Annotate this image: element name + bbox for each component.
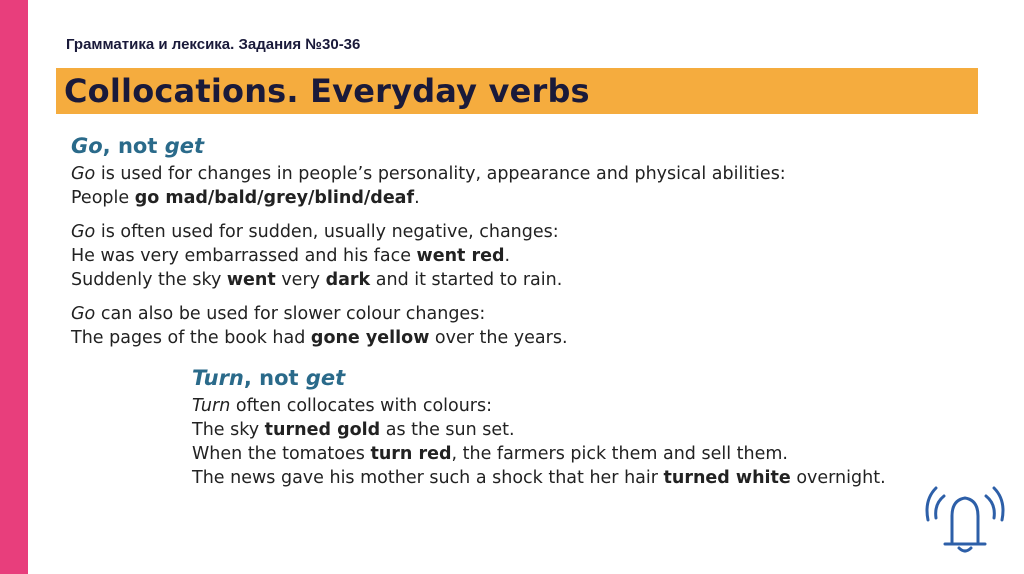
go-section <box>71 132 931 350</box>
slide-subtitle: Грамматика и лексика. Задания №30-36 <box>66 36 361 53</box>
go-example-3: Suddenly the sky went very dark and it started to rain. <box>71 270 563 290</box>
go-heading: Go, not get <box>71 134 205 158</box>
bell-icon[interactable] <box>922 478 1008 562</box>
go-rule-3: Go can also be used for slower colour changes: <box>71 304 486 324</box>
title-banner <box>56 68 978 114</box>
turn-rule: Turn often collocates with colours: <box>192 396 493 416</box>
left-accent-bar <box>0 0 28 574</box>
go-example-1: People go mad/bald/grey/blind/deaf. <box>71 188 420 208</box>
go-rule-1: Go is used for changes in people’s personality, appearance and physical abilities: <box>71 164 786 184</box>
go-example-2: He was very embarrassed and his face went red. <box>71 246 511 266</box>
turn-example-1: The sky turned gold as the sun set. <box>192 420 515 440</box>
turn-heading: Turn, not get <box>192 366 346 390</box>
go-example-4: The pages of the book had gone yellow over the years. <box>71 328 568 348</box>
go-rule-2: Go is often used for sudden, usually negative, changes: <box>71 222 559 242</box>
slide-title: Collocations. Everyday verbs <box>64 72 590 110</box>
turn-example-3: The news gave his mother such a shock that her hair turned white overnight. <box>192 468 886 488</box>
turn-section <box>192 364 952 490</box>
turn-example-2: When the tomatoes turn red, the farmers pick them and sell them. <box>192 444 788 464</box>
